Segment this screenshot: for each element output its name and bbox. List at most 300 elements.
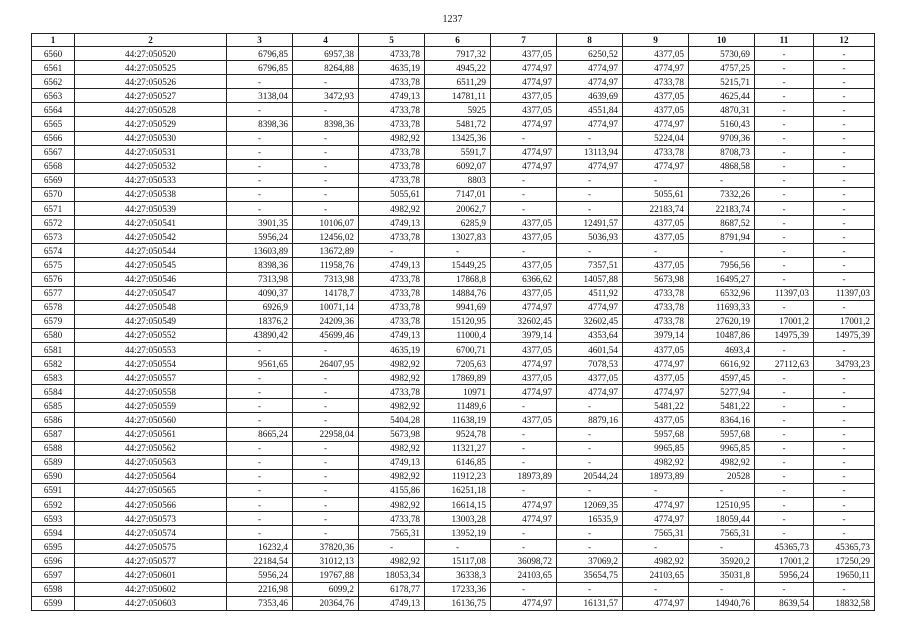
- table-cell: 17868,8: [425, 272, 491, 286]
- table-cell: 44:27:050532: [75, 159, 227, 173]
- table-cell: -: [227, 498, 293, 512]
- table-cell: 4749,13: [359, 216, 425, 230]
- table-row: [32, 427, 875, 441]
- table-cell: 11321,27: [425, 441, 491, 455]
- table-cell: -: [755, 117, 814, 131]
- table-row: [32, 117, 875, 131]
- table-cell: -: [755, 244, 814, 258]
- table-row: [32, 357, 875, 371]
- table-cell: 4733,78: [623, 314, 689, 328]
- table-cell: 4774,97: [491, 385, 557, 399]
- table-cell: 14975,39: [814, 328, 875, 342]
- table-cell: 44:27:050545: [75, 258, 227, 272]
- table-cell: 4733,78: [359, 75, 425, 89]
- table-cell: 7147,01: [425, 187, 491, 201]
- table-cell: 13003,28: [425, 512, 491, 526]
- table-cell: 4693,4: [689, 342, 755, 356]
- table-cell: 4774,97: [491, 357, 557, 371]
- table-cell: -: [359, 244, 425, 258]
- table-cell: 45365,73: [755, 540, 814, 554]
- table-cell: 4733,78: [623, 75, 689, 89]
- table-cell: -: [755, 455, 814, 469]
- table-cell: 44:27:050554: [75, 357, 227, 371]
- column-header-9: 9: [623, 34, 689, 47]
- table-cell: -: [293, 159, 359, 173]
- table-row: [32, 483, 875, 497]
- table-cell: 7353,46: [227, 596, 293, 610]
- table-cell: -: [359, 540, 425, 554]
- column-header-8: 8: [557, 34, 623, 47]
- table-cell: 4774,97: [491, 117, 557, 131]
- table-cell: 8708,73: [689, 145, 755, 159]
- table-row: [32, 187, 875, 201]
- table-cell: 14057,88: [557, 272, 623, 286]
- table-cell: 5160,43: [689, 117, 755, 131]
- table-cell: 27112,63: [755, 357, 814, 371]
- table-cell: 44:27:050558: [75, 385, 227, 399]
- table-cell: -: [623, 540, 689, 554]
- table-cell: -: [491, 173, 557, 187]
- table-cell: -: [814, 582, 875, 596]
- table-cell: -: [293, 103, 359, 117]
- table-cell: 4377,05: [491, 258, 557, 272]
- table-cell: 4733,78: [623, 145, 689, 159]
- table-cell: 8803: [425, 173, 491, 187]
- table-cell: 45365,73: [814, 540, 875, 554]
- table-cell: 5224,04: [623, 131, 689, 145]
- table-cell: 44:27:050559: [75, 399, 227, 413]
- table-cell: 6583: [32, 371, 75, 385]
- table-cell: -: [557, 526, 623, 540]
- table-cell: 22183,74: [689, 202, 755, 216]
- table-cell: 44:27:050525: [75, 61, 227, 75]
- table-cell: 14884,76: [425, 286, 491, 300]
- table-cell: 4353,64: [557, 328, 623, 342]
- table-cell: -: [227, 371, 293, 385]
- table-row: [32, 75, 875, 89]
- table-cell: 44:27:050531: [75, 145, 227, 159]
- table-cell: 19650,11: [814, 568, 875, 582]
- table-cell: -: [755, 300, 814, 314]
- table-cell: 16535,9: [557, 512, 623, 526]
- table-cell: 12456,02: [293, 230, 359, 244]
- table-cell: 6250,52: [557, 47, 623, 61]
- table-cell: 34793,23: [814, 357, 875, 371]
- table-cell: 44:27:050544: [75, 244, 227, 258]
- table-cell: 4601,54: [557, 342, 623, 356]
- table-cell: 6562: [32, 75, 75, 89]
- table-cell: 7956,56: [689, 258, 755, 272]
- table-cell: 44:27:050565: [75, 483, 227, 497]
- table-cell: 12491,57: [557, 216, 623, 230]
- table-cell: 4597,45: [689, 371, 755, 385]
- table-cell: -: [557, 131, 623, 145]
- table-cell: -: [293, 145, 359, 159]
- table-cell: -: [491, 540, 557, 554]
- table-cell: 44:27:050574: [75, 526, 227, 540]
- table-cell: -: [755, 427, 814, 441]
- table-cell: 36338,3: [425, 568, 491, 582]
- table-cell: 6565: [32, 117, 75, 131]
- table-cell: 44:27:050557: [75, 371, 227, 385]
- table-row: [32, 202, 875, 216]
- table-cell: -: [755, 159, 814, 173]
- table-cell: 20364,76: [293, 596, 359, 610]
- header-row: [32, 34, 875, 47]
- table-cell: 4757,25: [689, 61, 755, 75]
- column-header-1: 1: [32, 34, 75, 47]
- table-cell: 11000,4: [425, 328, 491, 342]
- table-cell: -: [755, 258, 814, 272]
- table-cell: -: [814, 173, 875, 187]
- table-cell: 6589: [32, 455, 75, 469]
- table-cell: 4774,97: [491, 145, 557, 159]
- table-row: [32, 47, 875, 61]
- column-header-6: 6: [425, 34, 491, 47]
- table-cell: 44:27:050548: [75, 300, 227, 314]
- table-cell: 4377,05: [623, 371, 689, 385]
- table-cell: 11958,76: [293, 258, 359, 272]
- table-cell: 7565,31: [359, 526, 425, 540]
- table-cell: 6285,9: [425, 216, 491, 230]
- table-cell: -: [755, 75, 814, 89]
- table-row: [32, 131, 875, 145]
- table-cell: 3901,35: [227, 216, 293, 230]
- table-cell: 5481,22: [689, 399, 755, 413]
- table-cell: 5036,93: [557, 230, 623, 244]
- table-cell: 4377,05: [491, 342, 557, 356]
- table-cell: 10106,07: [293, 216, 359, 230]
- table-cell: -: [227, 187, 293, 201]
- table-cell: 44:27:050533: [75, 173, 227, 187]
- table-cell: -: [814, 61, 875, 75]
- table-cell: 9524,78: [425, 427, 491, 441]
- table-cell: 6575: [32, 258, 75, 272]
- table-cell: -: [814, 159, 875, 173]
- table-cell: -: [814, 75, 875, 89]
- table-row: [32, 216, 875, 230]
- table-cell: 8364,16: [689, 413, 755, 427]
- table-cell: 4733,78: [359, 103, 425, 117]
- table-cell: 6099,2: [293, 582, 359, 596]
- table-cell: -: [557, 187, 623, 201]
- page-number: 1237: [442, 14, 463, 25]
- table-cell: 4774,97: [623, 512, 689, 526]
- table-cell: 4377,05: [491, 216, 557, 230]
- table-cell: -: [425, 540, 491, 554]
- table-cell: 44:27:050566: [75, 498, 227, 512]
- table-cell: 4774,97: [623, 117, 689, 131]
- table-cell: -: [293, 526, 359, 540]
- table-row: [32, 498, 875, 512]
- table-cell: 4733,78: [623, 286, 689, 300]
- table-cell: -: [491, 244, 557, 258]
- table-cell: 24209,36: [293, 314, 359, 328]
- table-cell: 14781,11: [425, 89, 491, 103]
- table-cell: -: [814, 300, 875, 314]
- table-cell: 4733,78: [359, 117, 425, 131]
- table-cell: -: [227, 75, 293, 89]
- table-cell: 17001,2: [755, 554, 814, 568]
- table-cell: 6576: [32, 272, 75, 286]
- table-cell: 2216,98: [227, 582, 293, 596]
- table-cell: 44:27:050552: [75, 328, 227, 342]
- table-cell: 4377,05: [491, 103, 557, 117]
- table-cell: 4982,92: [689, 455, 755, 469]
- table-cell: 6598: [32, 582, 75, 596]
- table-cell: -: [293, 512, 359, 526]
- table-cell: 44:27:050573: [75, 512, 227, 526]
- table-cell: 13603,89: [227, 244, 293, 258]
- table-cell: 4749,13: [359, 328, 425, 342]
- table-cell: 18376,2: [227, 314, 293, 328]
- table-cell: 4377,05: [491, 89, 557, 103]
- table-cell: -: [814, 512, 875, 526]
- table-cell: 4733,78: [359, 47, 425, 61]
- table-cell: 6596: [32, 554, 75, 568]
- table-cell: 10487,86: [689, 328, 755, 342]
- table-row: [32, 512, 875, 526]
- table-cell: -: [814, 145, 875, 159]
- table-cell: -: [814, 483, 875, 497]
- table-cell: 5957,68: [623, 427, 689, 441]
- table-cell: -: [755, 202, 814, 216]
- table-cell: 32602,45: [557, 314, 623, 328]
- table-cell: 44:27:050526: [75, 75, 227, 89]
- table-cell: 6700,71: [425, 342, 491, 356]
- table-cell: 3138,04: [227, 89, 293, 103]
- table-cell: 44:27:050527: [75, 89, 227, 103]
- table-cell: 4377,05: [623, 216, 689, 230]
- table-cell: -: [814, 441, 875, 455]
- table-cell: 4733,78: [359, 272, 425, 286]
- table-cell: 44:27:050520: [75, 47, 227, 61]
- table-cell: -: [293, 455, 359, 469]
- table-cell: 6586: [32, 413, 75, 427]
- table-cell: 7357,51: [557, 258, 623, 272]
- table-cell: -: [814, 342, 875, 356]
- table-cell: 6569: [32, 173, 75, 187]
- table-cell: 6560: [32, 47, 75, 61]
- table-cell: 4733,78: [359, 159, 425, 173]
- table-cell: 6595: [32, 540, 75, 554]
- table-cell: 17869,89: [425, 371, 491, 385]
- table-cell: 6590: [32, 469, 75, 483]
- table-cell: -: [491, 131, 557, 145]
- table-cell: 4733,78: [359, 286, 425, 300]
- table-cell: 7313,98: [293, 272, 359, 286]
- table-cell: 8398,36: [227, 117, 293, 131]
- table-cell: 5957,68: [689, 427, 755, 441]
- table-cell: -: [227, 469, 293, 483]
- table-cell: 31012,13: [293, 554, 359, 568]
- table-cell: 4733,78: [359, 230, 425, 244]
- table-cell: 22184,54: [227, 554, 293, 568]
- table-cell: 4733,78: [359, 314, 425, 328]
- table-cell: -: [814, 103, 875, 117]
- table-cell: 10971: [425, 385, 491, 399]
- table-cell: -: [755, 187, 814, 201]
- table-cell: 6599: [32, 596, 75, 610]
- table-cell: 36098,72: [491, 554, 557, 568]
- table-cell: 4982,92: [359, 202, 425, 216]
- table-cell: 11397,03: [755, 286, 814, 300]
- column-header-5: 5: [359, 34, 425, 47]
- table-cell: -: [689, 582, 755, 596]
- table-cell: 35031,8: [689, 568, 755, 582]
- table-cell: 13425,36: [425, 131, 491, 145]
- table-cell: 44:27:050575: [75, 540, 227, 554]
- table-cell: -: [623, 582, 689, 596]
- table-cell: 32602,45: [491, 314, 557, 328]
- table-cell: -: [491, 202, 557, 216]
- table-cell: 4982,92: [359, 399, 425, 413]
- table-cell: -: [227, 342, 293, 356]
- table-cell: 5956,24: [227, 568, 293, 582]
- table-cell: 4733,78: [623, 300, 689, 314]
- table-cell: -: [814, 258, 875, 272]
- table-body: [32, 47, 875, 611]
- table-row: [32, 173, 875, 187]
- table-cell: 14178,7: [293, 286, 359, 300]
- table-cell: 4377,05: [491, 413, 557, 427]
- table-cell: 4749,13: [359, 596, 425, 610]
- table-cell: 6581: [32, 342, 75, 356]
- table-cell: -: [557, 173, 623, 187]
- table-cell: 6616,92: [689, 357, 755, 371]
- table-cell: 37820,36: [293, 540, 359, 554]
- table-cell: -: [814, 498, 875, 512]
- table-cell: 13952,19: [425, 526, 491, 540]
- table-cell: -: [814, 216, 875, 230]
- table-cell: -: [814, 272, 875, 286]
- table-cell: -: [814, 455, 875, 469]
- table-cell: 8398,36: [227, 258, 293, 272]
- table-cell: 6572: [32, 216, 75, 230]
- table-cell: 8639,54: [755, 596, 814, 610]
- table-cell: 6567: [32, 145, 75, 159]
- table-cell: -: [755, 131, 814, 145]
- table-cell: 4551,84: [557, 103, 623, 117]
- table-cell: 6574: [32, 244, 75, 258]
- table-cell: -: [755, 512, 814, 526]
- table-cell: -: [293, 441, 359, 455]
- table-cell: 4982,92: [359, 357, 425, 371]
- table-cell: 4982,92: [623, 455, 689, 469]
- table-cell: -: [814, 371, 875, 385]
- table-cell: 16495,27: [689, 272, 755, 286]
- table-cell: -: [557, 427, 623, 441]
- table-cell: -: [491, 582, 557, 596]
- table-cell: -: [227, 483, 293, 497]
- table-cell: -: [293, 202, 359, 216]
- column-header-7: 7: [491, 34, 557, 47]
- table-cell: 6957,38: [293, 47, 359, 61]
- table-cell: -: [227, 455, 293, 469]
- table-cell: -: [557, 455, 623, 469]
- table-cell: 22183,74: [623, 202, 689, 216]
- table-cell: -: [755, 582, 814, 596]
- table-cell: 6587: [32, 427, 75, 441]
- table-cell: 7565,31: [623, 526, 689, 540]
- table-cell: 4377,05: [623, 89, 689, 103]
- table-row: [32, 272, 875, 286]
- table-cell: 35654,75: [557, 568, 623, 582]
- table-cell: 18973,89: [623, 469, 689, 483]
- table-cell: -: [227, 441, 293, 455]
- table-cell: 6570: [32, 187, 75, 201]
- table-cell: 44:27:050601: [75, 568, 227, 582]
- table-cell: 44:27:050603: [75, 596, 227, 610]
- table-row: [32, 455, 875, 469]
- table-cell: -: [755, 61, 814, 75]
- table-cell: 18832,58: [814, 596, 875, 610]
- table-cell: -: [755, 47, 814, 61]
- table-row: [32, 399, 875, 413]
- table-cell: 6568: [32, 159, 75, 173]
- table-cell: -: [491, 455, 557, 469]
- table-cell: 44:27:050547: [75, 286, 227, 300]
- table-cell: 4511,92: [557, 286, 623, 300]
- table-cell: 5481,72: [425, 117, 491, 131]
- table-cell: -: [755, 230, 814, 244]
- table-cell: -: [491, 483, 557, 497]
- table-cell: 44:27:050553: [75, 342, 227, 356]
- table-cell: -: [557, 399, 623, 413]
- table-cell: -: [623, 483, 689, 497]
- table-cell: 20528: [689, 469, 755, 483]
- table-cell: -: [293, 342, 359, 356]
- table-cell: -: [814, 469, 875, 483]
- table-cell: 17001,2: [814, 314, 875, 328]
- table-cell: 5673,98: [623, 272, 689, 286]
- table-cell: -: [293, 385, 359, 399]
- table-cell: 13113,94: [557, 145, 623, 159]
- table-cell: -: [814, 187, 875, 201]
- table-cell: -: [491, 441, 557, 455]
- table-cell: 16131,57: [557, 596, 623, 610]
- table-cell: 18059,44: [689, 512, 755, 526]
- table-cell: -: [755, 498, 814, 512]
- table-cell: 44:27:050538: [75, 187, 227, 201]
- table-cell: 6593: [32, 512, 75, 526]
- table-cell: -: [227, 159, 293, 173]
- table-row: [32, 371, 875, 385]
- table-cell: -: [814, 399, 875, 413]
- table-cell: 6366,62: [491, 272, 557, 286]
- table-row: [32, 582, 875, 596]
- table-cell: 12069,35: [557, 498, 623, 512]
- table-cell: -: [814, 230, 875, 244]
- table-cell: -: [557, 202, 623, 216]
- table-cell: 6592: [32, 498, 75, 512]
- table-cell: 4377,05: [491, 371, 557, 385]
- table-cell: 5956,24: [755, 568, 814, 582]
- table-cell: 8665,24: [227, 427, 293, 441]
- table-cell: 6566: [32, 131, 75, 145]
- table-cell: 4377,05: [557, 371, 623, 385]
- table-cell: 5055,61: [359, 187, 425, 201]
- table-cell: -: [755, 173, 814, 187]
- table-cell: -: [755, 272, 814, 286]
- table-cell: 6594: [32, 526, 75, 540]
- table-row: [32, 526, 875, 540]
- table-cell: 4982,92: [359, 371, 425, 385]
- column-header-3: 3: [227, 34, 293, 47]
- table-cell: 27620,19: [689, 314, 755, 328]
- table-cell: 44:27:050563: [75, 455, 227, 469]
- table-cell: 4733,78: [359, 173, 425, 187]
